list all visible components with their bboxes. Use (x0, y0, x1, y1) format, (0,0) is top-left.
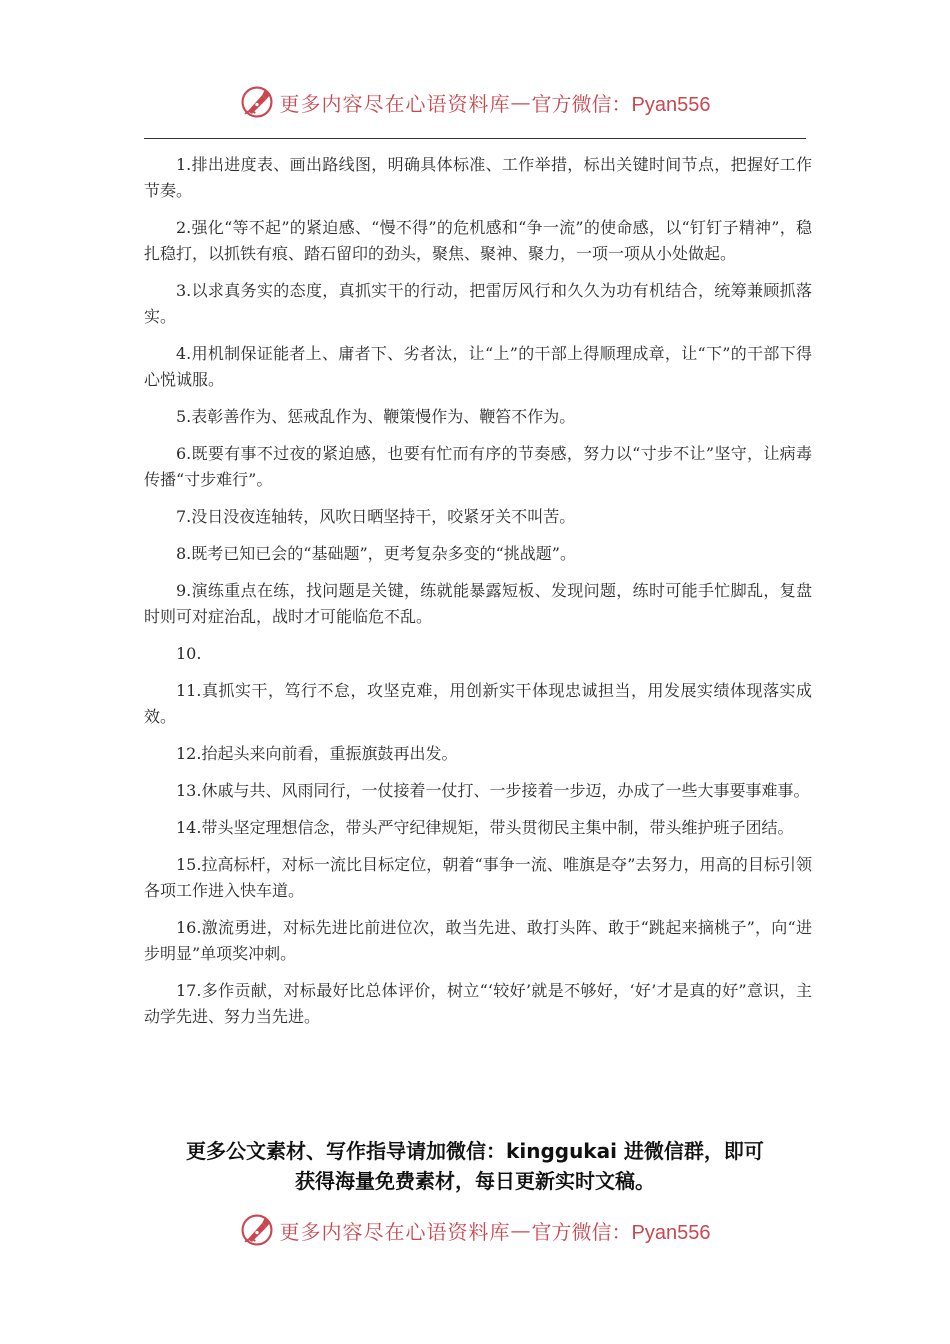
footer-site-name: 更多内容尽在心语资料库 (279, 1219, 511, 1244)
header-site-name: 更多内容尽在心语资料库 (279, 91, 511, 116)
promo-line-2: 获得海量免费素材，每日更新实时文稿。 (295, 1169, 655, 1193)
paragraph-9: 9.演练重点在练，找问题是关键，练就能暴露短板、发现问题，练时可能手忙脚乱，复盘时则可对症治乱，战时才可能临危不乱。 (144, 581, 812, 626)
paragraph-14: 14.带头坚定理想信念，带头严守纪律规矩，带头贯彻民主集中制，带头维护班子团结。 (176, 818, 794, 837)
paragraph-8: 8.既考已知已会的“基础题”，更考复杂多变的“挑战题”。 (176, 544, 576, 563)
paragraph-2: 2.强化“等不起”的紧迫感、“慢不得”的危机感和“争一流”的使命感，以“钉钉子精神”，稳扎稳打，以抓铁有痕、踏石留印的劲头，聚焦、聚神、聚力，一项一项从小处做起。 (144, 218, 812, 263)
header-divider (144, 138, 806, 139)
promo-notice (120, 1136, 830, 1196)
paragraph-7: 7.没日没夜连轴转，风吹日晒坚持干，咬紧牙关不叫苦。 (176, 507, 576, 526)
paragraph-12: 12.抬起头来向前看，重振旗鼓再出发。 (176, 744, 458, 763)
header-wechat: 官方微信：Pyan556 (531, 93, 711, 116)
footer-wechat: 官方微信：Pyan556 (531, 1221, 711, 1244)
promo-line-1: 更多公文素材、写作指导请加微信：kinggukai 进微信群，即可 (186, 1139, 764, 1163)
header-banner (0, 80, 950, 124)
footer-dash: — (510, 1218, 532, 1242)
paragraph-4: 4.用机制保证能者上、庸者下、劣者汰，让“上”的干部上得顺理成章，让“下”的干部下得心悦诚服。 (144, 344, 812, 389)
paragraph-15: 15.拉高标杆，对标一流比目标定位，朝着“事争一流、唯旗是夺”去努力，用高的目标引领各项工作进入快车道。 (144, 855, 812, 900)
pen-nib-logo-icon (240, 85, 274, 119)
footer-banner (0, 1208, 950, 1252)
paragraph-1: 1.排出进度表、画出路线图，明确具体标准、工作举措，标出关键时间节点，把握好工作节奏。 (144, 155, 812, 200)
paragraph-5: 5.表彰善作为、惩戒乱作为、鞭策慢作为、鞭笞不作为。 (176, 407, 576, 426)
pen-nib-logo-icon (240, 1213, 274, 1247)
document-body (144, 152, 812, 1041)
paragraph-10: 10. (176, 644, 202, 663)
paragraph-17: 17.多作贡献，对标最好比总体评价，树立“‘较好’就是不够好，‘好’才是真的好”意识，主动学先进、努力当先进。 (144, 981, 812, 1026)
paragraph-16: 16.激流勇进，对标先进比前进位次，敢当先进、敢打头阵、敢于“跳起来摘桃子”，向“进步明显”单项奖冲刺。 (144, 918, 812, 963)
paragraph-3: 3.以求真务实的态度，真抓实干的行动，把雷厉风行和久久为功有机结合，统筹兼顾抓落实。 (144, 281, 812, 326)
header-dash: — (510, 90, 532, 114)
paragraph-11: 11.真抓实干，笃行不怠，攻坚克难，用创新实干体现忠诚担当，用发展实绩体现落实成效。 (144, 681, 812, 726)
paragraph-13: 13.休戚与共、风雨同行，一仗接着一仗打、一步接着一步迈，办成了一些大事要事难事。 (176, 781, 810, 800)
paragraph-6: 6.既要有事不过夜的紧迫感，也要有忙而有序的节奏感，努力以“寸步不让”坚守，让病毒传播“寸步难行”。 (144, 444, 812, 489)
